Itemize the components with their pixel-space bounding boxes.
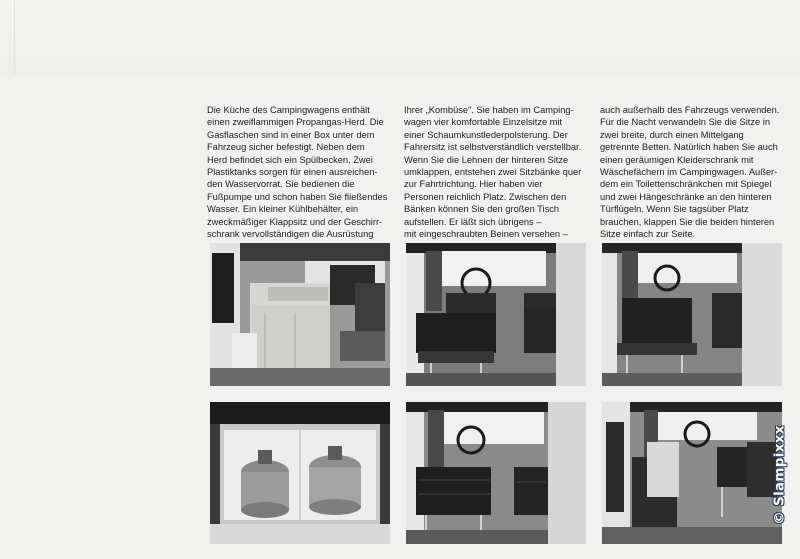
watermark-text: © Slampixxx (772, 425, 789, 525)
photo-beds (406, 402, 586, 544)
photo-bench-seats (602, 243, 782, 386)
page-edge-line (14, 0, 15, 75)
text-column-2: Ihrer „Kombüse". Sie haben im Camping- wagen vier komfortable Einzelsitze mit einer Schaumkunstlederpolsterung. Der Fahrersitz ist selbstverständlich verstellbar. Wenn Sie die Lehnen der hinteren Sitze umklappen, entstehen zwei Sitzbänke quer zur Fahrtrichtung. Hier haben vier Personen reichlich Platz. Zwischen den Bänken können Sie den großen Tisch aufstellen. Er läßt sich übrigens – mit eingeschraubten Beinen versehen – (404, 105, 582, 240)
photo-gas-bottles (210, 402, 390, 544)
text-column-1: Die Küche des Campingwagens enthält einen zweiflammigen Propangas-Herd. Die Gasflaschen sind in einer Box unter dem Fahrzeug sicher befestigt. Neben dem Herd befindet sich ein Spülbecken. Zwei Plastiktanks sorgen für einen ausreichen- den Wasservorrat. Sie bedienen die Fußpumpe und schon haben Sie fließendes Wasser. Ein kleiner Kühlbehälter, ein zweckmäßiger Klappsitz und der Geschirr- schrank vervollständigen die Ausrüstung (207, 105, 388, 240)
photo-four-seats (406, 243, 586, 386)
bleed-through-strip (0, 0, 800, 75)
photo-kitchen (210, 243, 390, 386)
watermark (765, 395, 795, 555)
text-column-3: auch außerhalb des Fahrzeugs verwenden. Für die Nacht verwandeln Sie die Sitze in zwei breite, durch einen Mittelgang getrennte Betten. Natürlich haben Sie auch einen geräumigen Kleiderschrank mit Wäschefächern im Campingwagen. Außer- dem ein Toilettenschränkchen mit Spiegel und zwei Hängeschränke an den hinteren Türflügeln. Wenn Sie tagsüber Platz brauchen, klappen Sie die beiden hinteren Sitze einfach zur Seite. (600, 105, 780, 240)
photo-folded-seats (602, 402, 782, 544)
